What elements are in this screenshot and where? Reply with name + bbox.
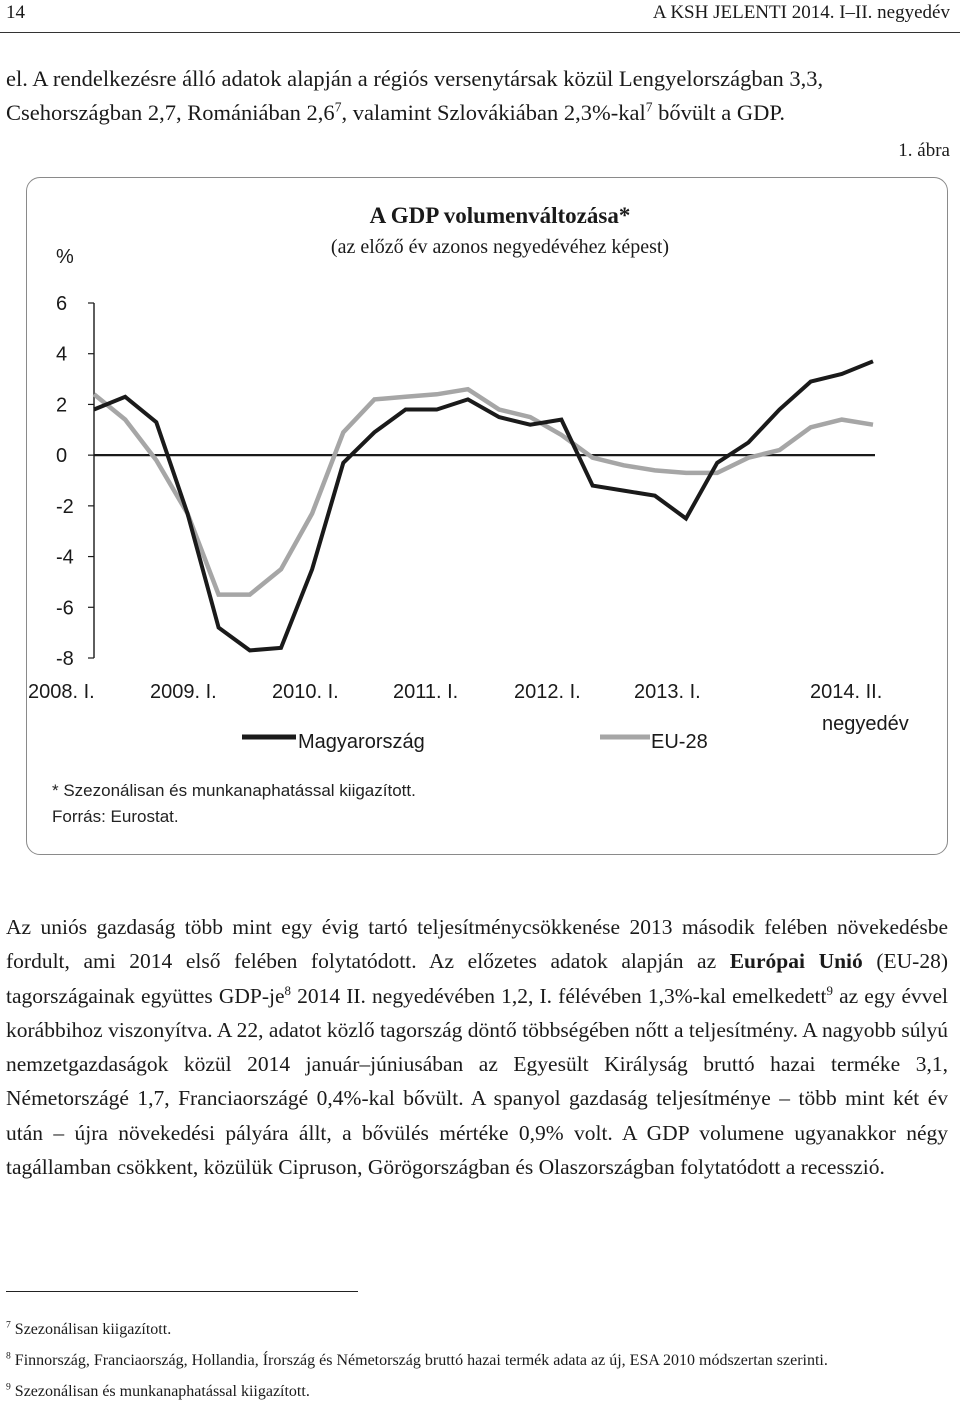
footnote-ref-8[interactable]: 8	[284, 983, 291, 998]
figure-number: 1. ábra	[898, 140, 950, 161]
footnote-9	[6, 1380, 951, 1404]
y-tick-label-2: 2	[56, 394, 68, 417]
body-text-3: 2014 II. negyedévében 1,2, I. félévében 1,3%-kal emelkedett	[290, 983, 827, 1008]
intro-text-c: bővült a GDP.	[652, 100, 785, 125]
x-tick-label-3: 2011. I.	[393, 681, 459, 703]
footnote-7-number: 7	[6, 1319, 11, 1331]
series-line-eu28	[94, 389, 873, 594]
x-tick-label-4: 2012. I.	[514, 681, 581, 703]
x-tick-label-0: 2008. I.	[28, 681, 95, 703]
figure-source: Forrás: Eurostat.	[52, 807, 179, 826]
series-line-hungary	[94, 361, 873, 650]
footnote-7	[6, 1318, 951, 1342]
footnote-8-number: 8	[6, 1350, 11, 1362]
intro-text-a: Csehországban 2,7, Romániában 2,6	[6, 100, 335, 125]
x-tick-label-6: 2014. II.	[810, 681, 883, 703]
body-paragraph	[6, 910, 948, 1184]
footnote-ref-7a[interactable]: 7	[334, 99, 342, 115]
y-unit-label: %	[56, 246, 74, 268]
x-tick-label-1: 2009. I.	[150, 681, 217, 703]
legend-label-hungary: Magyarország	[298, 731, 425, 753]
x-tick-label-2: 2010. I.	[272, 681, 339, 703]
running-title: A KSH JELENTI 2014. I–II. negyedév	[652, 2, 950, 23]
footnote-8-text: Finnország, Franciaország, Hollandia, Írország és Németország bruttó hazai termék adata az új, ESA 2010 módszertan szerinti.	[14, 1352, 828, 1369]
figure-notes	[52, 778, 416, 830]
footnote-rule	[6, 1291, 358, 1292]
footnote-9-number: 9	[6, 1381, 11, 1393]
body-bold-eu: Európai Unió	[729, 949, 863, 974]
figure-footnote: * Szezonálisan és munkanaphatással kiigazított.	[52, 781, 416, 800]
y-tick-label--6: -6	[56, 597, 74, 620]
y-tick-label-0: 0	[56, 445, 68, 468]
body-text-2: (EU-28) tagországainak együttes GDP-je	[6, 949, 949, 1008]
intro-text-b: , valamint Szlovákiában 2,3%-kal	[341, 100, 646, 125]
y-tick-label--4: -4	[56, 546, 74, 569]
body-text-4: az egy évvel korábbihoz viszonyítva. A 22, adatot közlő tagország döntő többségében nőtt a teljesítmény. A nagyobb súlyú nemzetgazdaságok közül 2014 január–júniusában az Egyesült Királyság bruttó hazai terméke 3,1, Németországé 1,7, Franciaországé 0,4%-kal bővült. A spanyol gazdaság teljesítménye – több mint két év után – újra növekedési pályára állt, a bővülés mértéke 0,9% volt. A GDP volumene ugyanakkor négy tagállamban csökkent, közülük Cipruson, Görögországban és Olaszországban folytatódott a recesszió.	[6, 983, 949, 1180]
chart-title: A GDP volumenváltozása*	[369, 203, 631, 228]
footnotes	[6, 1318, 951, 1411]
footnote-8	[6, 1349, 951, 1373]
footnote-ref-9[interactable]: 9	[826, 983, 833, 998]
body-text	[6, 910, 948, 1184]
page-number: 14	[6, 2, 25, 23]
intro-line-1-text: el. A rendelkezésre álló adatok alapján a régiós versenytársak közül Lengyelországban 3,3,	[6, 66, 824, 91]
x-unit-label: negyedév	[822, 713, 909, 735]
x-tick-label-5: 2013. I.	[634, 681, 701, 703]
y-tick-label-6: 6	[56, 293, 68, 315]
footnote-ref-7b[interactable]: 7	[645, 99, 653, 115]
body-text-1: Az uniós gazdaság több mint egy évig tartó teljesítménycsökkenése 2013 második felében növekedésbe fordult, ami 2014 első felében folytatódott. Az előzetes adatok alapján az	[6, 915, 948, 974]
y-tick-label--2: -2	[56, 495, 74, 518]
chart-subtitle: (az előző év azonos negyedévéhez képest)	[330, 236, 670, 258]
footnote-7-text: Szezonálisan kiigazított.	[14, 1321, 172, 1338]
footnote-9-text: Szezonálisan és munkanaphatással kiigazított.	[14, 1383, 310, 1400]
y-tick-label--8: -8	[56, 648, 74, 670]
legend-label-eu28: EU-28	[651, 731, 708, 753]
y-tick-label-4: 4	[56, 343, 68, 366]
